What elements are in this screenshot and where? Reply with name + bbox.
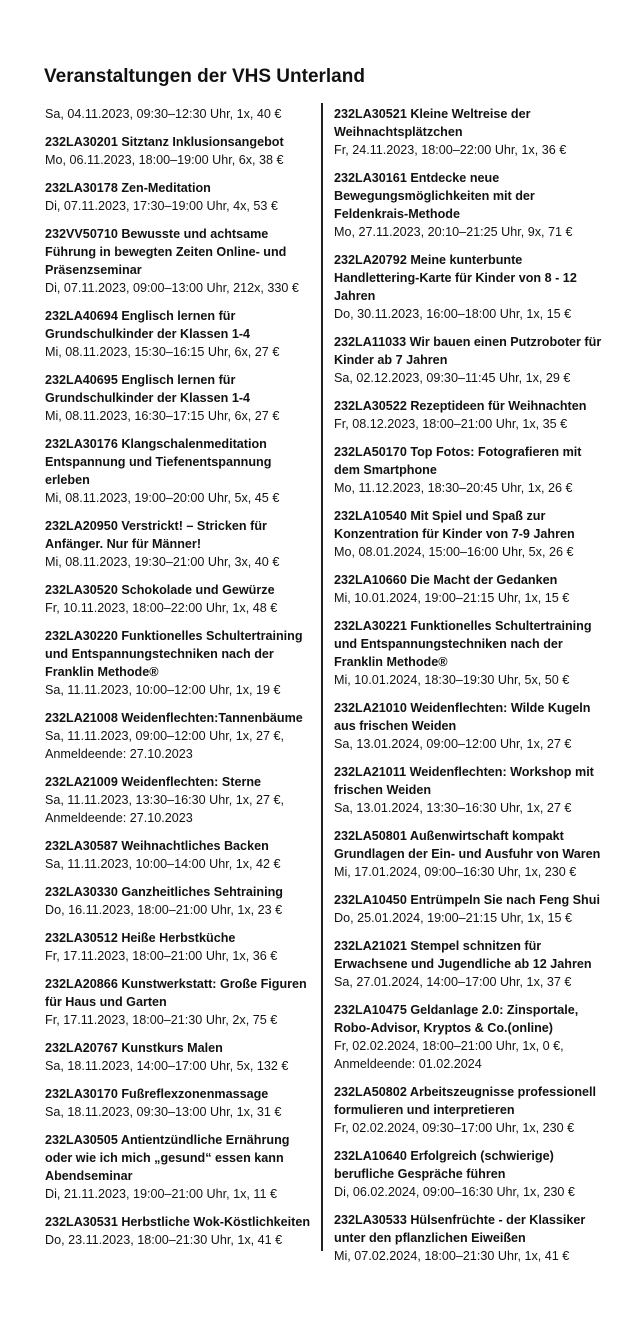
event-details: Sa, 27.01.2024, 14:00–17:00 Uhr, 1x, 37 €	[334, 975, 572, 989]
event-entry	[334, 699, 602, 753]
event-entry	[45, 627, 315, 699]
event-details: Anmeldeende: 27.10.2023	[45, 811, 193, 825]
event-details: Do, 23.11.2023, 18:00–21:30 Uhr, 1x, 41 €	[45, 1233, 283, 1247]
event-details: Sa, 13.01.2024, 09:00–12:00 Uhr, 1x, 27 €	[334, 737, 572, 751]
event-details: Mo, 11.12.2023, 18:30–20:45 Uhr, 1x, 26 €	[334, 481, 573, 495]
page-title: Veranstaltungen der VHS Unterland	[44, 66, 365, 87]
event-details: Fr, 17.11.2023, 18:00–21:30 Uhr, 2x, 75 €	[45, 1013, 278, 1027]
event-details: Fr, 17.11.2023, 18:00–21:00 Uhr, 1x, 36 €	[45, 949, 278, 963]
event-entry	[45, 975, 315, 1029]
event-entry	[334, 443, 602, 497]
event-details: Mi, 08.11.2023, 15:30–16:15 Uhr, 6x, 27 €	[45, 345, 280, 359]
event-entry	[45, 1131, 315, 1203]
event-details: Anmeldeende: 27.10.2023	[45, 747, 193, 761]
event-details: Do, 25.01.2024, 19:00–21:15 Uhr, 1x, 15 €	[334, 911, 573, 925]
event-title: 232LA10450 Entrümpeln Sie nach Feng Shui	[334, 893, 600, 907]
event-title: 232LA20767 Kunstkurs Malen	[45, 1041, 223, 1055]
event-title: 232LA21011 Weidenflechten: Workshop mit frischen Weiden	[334, 765, 594, 797]
column-divider	[321, 103, 323, 1251]
event-entry	[45, 929, 315, 965]
event-entry	[45, 517, 315, 571]
event-title: 232LA30170 Fußreflexzonenmassage	[45, 1087, 269, 1101]
event-title: 232LA40694 Englisch lernen für Grundschulkinder der Klassen 1-4	[45, 309, 251, 341]
event-title: 232LA20950 Verstrickt! – Stricken für Anfänger. Nur für Männer!	[45, 519, 267, 551]
event-entry	[45, 371, 315, 425]
event-details: Mi, 08.11.2023, 19:00–20:00 Uhr, 5x, 45 €	[45, 491, 280, 505]
event-entry	[334, 105, 602, 159]
event-title: 232LA30521 Kleine Weltreise der Weihnachtsplätzchen	[334, 107, 531, 139]
event-title: 232LA21008 Weidenflechten:Tannenbäume	[45, 711, 303, 725]
event-details: Di, 07.11.2023, 17:30–19:00 Uhr, 4x, 53 €	[45, 199, 278, 213]
event-entry	[334, 937, 602, 991]
event-details: Mi, 10.01.2024, 18:30–19:30 Uhr, 5x, 50 €	[334, 673, 570, 687]
event-entry	[45, 1039, 315, 1075]
event-entry	[45, 883, 315, 919]
event-entry	[45, 307, 315, 361]
event-title: 232LA30533 Hülsenfrüchte - der Klassiker unter den pflanzlichen Eiweißen	[334, 1213, 586, 1245]
event-title: 232LA50802 Arbeitszeugnisse professionell formulieren und interpretieren	[334, 1085, 597, 1117]
event-entry	[45, 709, 315, 763]
event-entry	[45, 179, 315, 215]
event-entry	[45, 105, 315, 123]
event-title: 232LA20792 Meine kunterbunte Handlettering-Karte für Kinder von 8 - 12 Jahren	[334, 253, 577, 303]
event-entry	[334, 1001, 602, 1073]
right-column	[334, 105, 602, 1275]
event-title: 232LA50170 Top Fotos: Fotografieren mit dem Smartphone	[334, 445, 582, 477]
event-details: Sa, 11.11.2023, 09:00–12:00 Uhr, 1x, 27 €,	[45, 729, 284, 743]
event-title: 232LA50801 Außenwirtschaft kompakt Grundlagen der Ein- und Ausfuhr von Waren	[334, 829, 601, 861]
event-title: 232LA21009 Weidenflechten: Sterne	[45, 775, 262, 789]
event-details: Mi, 08.11.2023, 16:30–17:15 Uhr, 6x, 27 €	[45, 409, 280, 423]
event-entry	[45, 581, 315, 617]
event-details: Mi, 07.02.2024, 18:00–21:30 Uhr, 1x, 41 €	[334, 1249, 570, 1263]
event-title: 232LA30176 Klangschalenmeditation Entspannung und Tiefenentspannung erleben	[45, 437, 272, 487]
event-title: 232LA30587 Weihnachtliches Backen	[45, 839, 269, 853]
event-details: Sa, 02.12.2023, 09:30–11:45 Uhr, 1x, 29 €	[334, 371, 571, 385]
event-details: Sa, 13.01.2024, 13:30–16:30 Uhr, 1x, 27 €	[334, 801, 572, 815]
event-title: 232LA30178 Zen-Meditation	[45, 181, 211, 195]
event-details: Mo, 27.11.2023, 20:10–21:25 Uhr, 9x, 71 €	[334, 225, 573, 239]
event-entry	[45, 1213, 315, 1249]
event-title: 232LA30161 Entdecke neue Bewegungsmöglichkeiten mit der Feldenkrais-Methode	[334, 171, 535, 221]
event-details: Sa, 11.11.2023, 10:00–12:00 Uhr, 1x, 19 €	[45, 683, 281, 697]
event-details: Mi, 08.11.2023, 19:30–21:00 Uhr, 3x, 40 €	[45, 555, 280, 569]
event-entry	[334, 251, 602, 323]
event-entry	[45, 133, 315, 169]
event-title: 232LA10540 Mit Spiel und Spaß zur Konzentration für Kinder von 7-9 Jahren	[334, 509, 575, 541]
event-entry	[334, 169, 602, 241]
event-details: Sa, 18.11.2023, 09:30–13:00 Uhr, 1x, 31 €	[45, 1105, 282, 1119]
event-title: 232VV50710 Bewusste und achtsame Führung in bewegten Zeiten Online- und Präsenzseminar	[45, 227, 287, 277]
event-details: Di, 07.11.2023, 09:00–13:00 Uhr, 212x, 330 €	[45, 281, 299, 295]
event-entry	[334, 1211, 602, 1265]
event-title: 232LA30221 Funktionelles Schultertraining und Entspannungstechniken nach der Franklin Methode®	[334, 619, 592, 669]
event-details: Mo, 08.01.2024, 15:00–16:00 Uhr, 5x, 26 €	[334, 545, 574, 559]
event-details: Mi, 10.01.2024, 19:00–21:15 Uhr, 1x, 15 €	[334, 591, 570, 605]
event-details: Do, 30.11.2023, 16:00–18:00 Uhr, 1x, 15 €	[334, 307, 572, 321]
event-details: Fr, 10.11.2023, 18:00–22:00 Uhr, 1x, 48 €	[45, 601, 278, 615]
event-title: 232LA10660 Die Macht der Gedanken	[334, 573, 558, 587]
event-entry	[45, 225, 315, 297]
event-title: 232LA30531 Herbstliche Wok-Köstlichkeiten	[45, 1215, 311, 1229]
event-details: Fr, 24.11.2023, 18:00–22:00 Uhr, 1x, 36 €	[334, 143, 567, 157]
event-entry	[334, 397, 602, 433]
event-details: Mo, 06.11.2023, 18:00–19:00 Uhr, 6x, 38 €	[45, 153, 284, 167]
event-title: 232LA30520 Schokolade und Gewürze	[45, 583, 275, 597]
event-title: 232LA30220 Funktionelles Schultertraining und Entspannungstechniken nach der Franklin Methode®	[45, 629, 303, 679]
event-title: 232LA40695 Englisch lernen für Grundschulkinder der Klassen 1-4	[45, 373, 251, 405]
event-title: 232LA30330 Ganzheitliches Sehtraining	[45, 885, 283, 899]
event-details: Sa, 11.11.2023, 10:00–14:00 Uhr, 1x, 42 €	[45, 857, 281, 871]
event-entry	[45, 1085, 315, 1121]
event-title: 232LA30512 Heiße Herbstküche	[45, 931, 236, 945]
event-entry	[334, 571, 602, 607]
event-entry	[334, 827, 602, 881]
event-title: 232LA10640 Erfolgreich (schwierige) berufliche Gespräche führen	[334, 1149, 554, 1181]
event-title: 232LA10475 Geldanlage 2.0: Zinsportale, Robo-Advisor, Kryptos & Co.(online)	[334, 1003, 579, 1035]
event-details: Di, 06.02.2024, 09:00–16:30 Uhr, 1x, 230 €	[334, 1185, 575, 1199]
event-entry	[334, 1147, 602, 1201]
event-details: Fr, 02.02.2024, 18:00–21:00 Uhr, 1x, 0 €,	[334, 1039, 564, 1053]
event-details: Sa, 11.11.2023, 13:30–16:30 Uhr, 1x, 27 €,	[45, 793, 284, 807]
event-title: 232LA30522 Rezeptideen für Weihnachten	[334, 399, 587, 413]
event-title: 232LA30505 Antientzündliche Ernährung oder wie ich mich „gesund“ essen kann Abendseminar	[45, 1133, 290, 1183]
event-details: Mi, 17.01.2024, 09:00–16:30 Uhr, 1x, 230 €	[334, 865, 577, 879]
event-details: Anmeldeende: 01.02.2024	[334, 1057, 482, 1071]
event-entry	[45, 773, 315, 827]
event-details: Sa, 04.11.2023, 09:30–12:30 Uhr, 1x, 40 €	[45, 107, 282, 121]
event-entry	[334, 617, 602, 689]
event-entry	[334, 333, 602, 387]
event-details: Di, 21.11.2023, 19:00–21:00 Uhr, 1x, 11 €	[45, 1187, 277, 1201]
left-column	[45, 105, 315, 1259]
event-entry	[334, 763, 602, 817]
event-entry	[334, 891, 602, 927]
event-entry	[334, 1083, 602, 1137]
event-details: Do, 16.11.2023, 18:00–21:00 Uhr, 1x, 23 €	[45, 903, 283, 917]
event-details: Fr, 08.12.2023, 18:00–21:00 Uhr, 1x, 35 €	[334, 417, 568, 431]
event-details: Sa, 18.11.2023, 14:00–17:00 Uhr, 5x, 132 €	[45, 1059, 289, 1073]
event-title: 232LA21021 Stempel schnitzen für Erwachsene und Jugendliche ab 12 Jahren	[334, 939, 592, 971]
event-title: 232LA30201 Sitztanz Inklusionsangebot	[45, 135, 284, 149]
event-entry	[334, 507, 602, 561]
event-title: 232LA11033 Wir bauen einen Putzroboter für Kinder ab 7 Jahren	[334, 335, 602, 367]
event-title: 232LA20866 Kunstwerkstatt: Große Figuren für Haus und Garten	[45, 977, 307, 1009]
event-details: Fr, 02.02.2024, 09:30–17:00 Uhr, 1x, 230 €	[334, 1121, 575, 1135]
event-entry	[45, 435, 315, 507]
event-title: 232LA21010 Weidenflechten: Wilde Kugeln aus frischen Weiden	[334, 701, 591, 733]
event-entry	[45, 837, 315, 873]
